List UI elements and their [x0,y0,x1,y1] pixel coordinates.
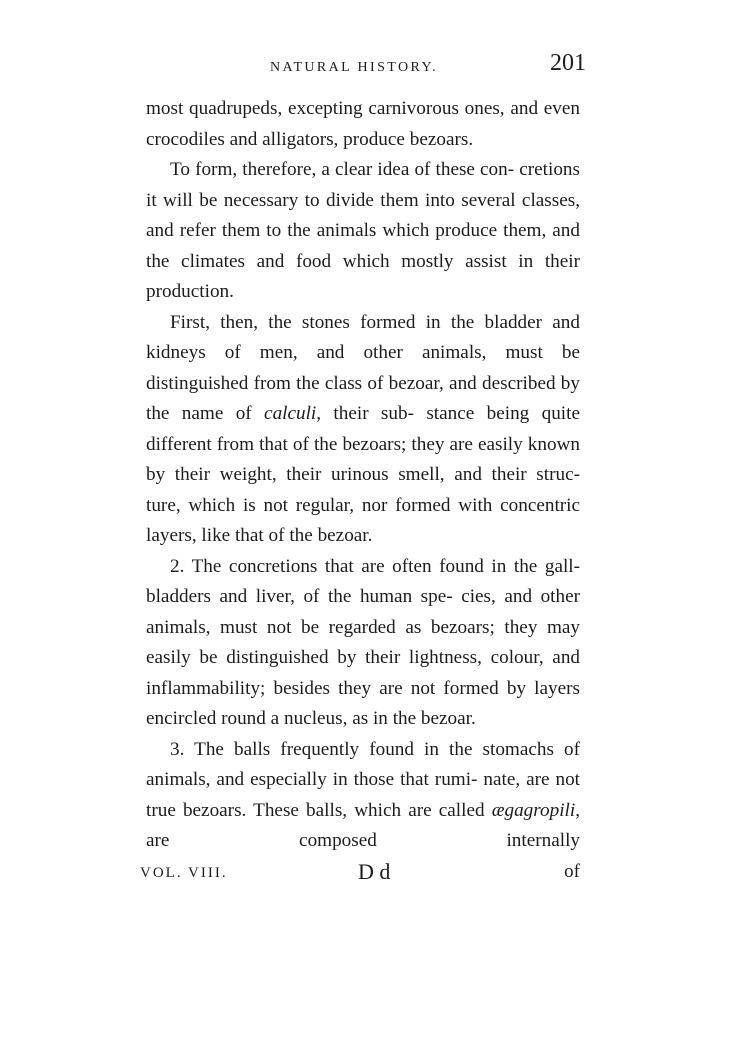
text-line: by their lightness, colour, and inflammability; [146,647,581,699]
text-line: stance being quite different from that of the [146,403,580,455]
text-line: cies, and other animals, must not be regarded [146,586,580,638]
text-line: To form, therefore, a clear idea of these con- [170,159,515,180]
text-line: of animals, and especially in those that rumi- [146,738,580,790]
text-line: round a nucleus, as in the bezoar. [221,708,476,729]
signature-letter: D d [358,858,391,884]
text-line: nate, are not true bezoars. These balls, which [146,769,580,821]
page-number: 201 [550,50,586,76]
text-line: cretions it will be necessary to divide them into [146,159,580,211]
paragraph-classes [146,155,580,308]
paragraph-gall-concretions [146,552,580,735]
text-line: several classes, and refer them to the animals [146,189,581,241]
text-line: weight, their urinous smell, and their struc- [219,464,580,485]
text-line: ture, which is not regular, nor formed with [146,494,493,516]
text-line: besides they are not formed by layers encircled [146,677,580,729]
text-line: bezoars; they are easily known by their [146,433,580,485]
text-line: and even crocodiles and alligators, produce [146,98,580,150]
text-line: most quadrupeds, excepting carnivorous ones, [146,98,505,119]
paragraph-stomach-balls [146,735,580,857]
text-line: food which mostly assist in their production. [146,250,581,302]
text-line: as bezoars; they may easily be distinguished [146,616,581,668]
page-header [146,50,586,90]
text-line: concentric layers, like that of the bezoar. [146,494,581,546]
text-line: bezoars. [409,128,474,150]
body-text [146,94,580,857]
book-page [140,50,586,891]
paragraph-continuation [146,94,580,155]
text-line: 2. The concretions that are often found in [170,555,507,577]
paragraph-calculi [146,308,580,552]
text-line: the gall-bladders and liver, of the human spe- [146,555,581,607]
text-line: are called ægagropili, are composed internally [146,799,580,851]
volume-mark: VOL. VIII. [140,864,228,881]
text-line: 3. The balls frequently found in the stomachs [170,738,554,760]
text-line: described by the name of calculi, their sub- [146,372,580,424]
text-line: which produce them, and the climates and [146,220,580,272]
text-line: First, then, the stones formed in the bladder [170,311,543,333]
page-footer [140,858,580,891]
text-line: and kidneys of men, and other animals, must [146,311,580,363]
running-head: NATURAL HISTORY. [270,60,439,75]
text-line: be distinguished from the class of bezoar, and [146,342,580,394]
catchword: of [564,860,580,882]
